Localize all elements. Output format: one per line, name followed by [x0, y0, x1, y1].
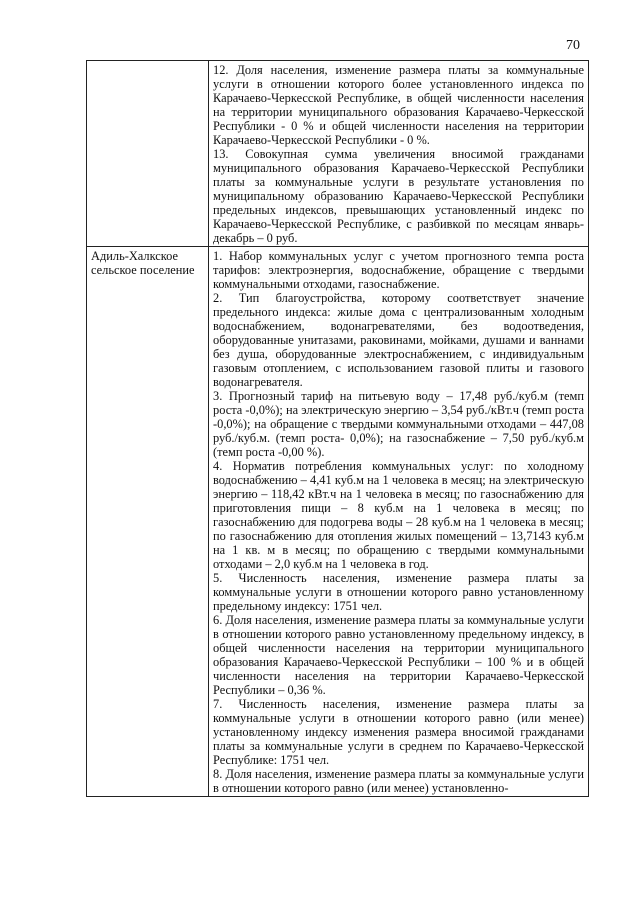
paragraph: 4. Норматив потребления коммунальных услуг: по холодному водоснабжению – 4,41 куб.м на 1 человека в месяц; на электрическую энергию – 118,42 кВт.ч на 1 человека в месяц; по газоснабжению для приготовления пищи – 8 куб.м на 1 человека в месяц; по газоснабжению для подогрева воды – 28 куб.м на 1 человека в месяц; по газоснабжению для отопления жилых помещений – 13,7143 куб.м на 1 кв. м в месяц; по обращению с твердыми коммунальными отходами – 2,0 куб.м на 1 человека в год.: [213, 459, 584, 571]
parameters-cell: [209, 61, 589, 247]
index-table: [86, 60, 589, 797]
page-number: 70: [566, 38, 580, 53]
paragraph: 5. Численность населения, изменение размера платы за коммунальные услуги в отношении которого равно установленному предельному индексу: 1751 чел.: [213, 571, 584, 613]
paragraph: 13. Совокупная сумма увеличения вносимой гражданами муниципального образования Карачаево-Черкесской Республики платы за коммунальные услуги в результате установления по муниципальному образованию Карачаево-Черкесской Республики предельных индексов, превышающих установленный индекс по Карачаево-Черкесской Республике, с разбивкой по месяцам январь-декабрь – 0 руб.: [213, 147, 584, 245]
paragraph: 1. Набор коммунальных услуг с учетом прогнозного темпа роста тарифов: электроэнергия, водоснабжение, обращение с твердыми коммунальными отходами, газоснабжение.: [213, 249, 584, 291]
paragraph: 12. Доля населения, изменение размера платы за коммунальные услуги в отношении которого более установленного индекса по Карачаево-Черкесской Республике, в общей численности населения на территории муниципального образования Карачаево-Черкесской Республики - 0 % и общей численности населения на территории Карачаево-Черкесской Республики - 0 %.: [213, 63, 584, 147]
municipality-name: Адиль-Халкское сельское поселение: [91, 249, 195, 277]
paragraph: 6. Доля населения, изменение размера платы за коммунальные услуги в отношении которого равно установленному предельному индексу, в общей численности населения на территории муниципального образования Карачаево-Черкесской Республики – 100 % и в общей численности населения на территории Карачаево-Черкесской Республики – 0,36 %.: [213, 613, 584, 697]
paragraph: 2. Тип благоустройства, которому соответствует значение предельного индекса: жилые дома с централизованным холодным водоснабжением, водонагревателями, без водоотведения, оборудованные унитазами, раковинами, мойками, душами и ваннами без душа, оборудованные электроснабжением, с индивидуальным газовым отоплением, с использованием газовой плиты и газового водонагревателя.: [213, 291, 584, 389]
paragraph: 8. Доля населения, изменение размера платы за коммунальные услуги в отношении которого равно (или менее) установленно-: [213, 767, 584, 795]
municipality-cell: [87, 61, 209, 247]
paragraph: 7. Численность населения, изменение размера платы за коммунальные услуги в отношении которого равно (или менее) установленному индексу изменения размера вносимой гражданами платы за коммунальные услуги в среднем по Карачаево-Черкесской Республике: 1751 чел.: [213, 697, 584, 767]
municipality-cell: [87, 247, 209, 797]
paragraph: 3. Прогнозный тариф на питьевую воду – 17,48 руб./куб.м (темп роста -0,0%); на электрическую энергию – 3,54 руб./кВт.ч (темп роста -0,0%); на обращение с твердыми коммунальными отходами – 447,08 руб./куб.м. (темп роста- 0,0%); на газоснабжение – 7,50 руб./куб.м (темп роста -0,00 %).: [213, 389, 584, 459]
table-row: [87, 247, 589, 797]
table-row: [87, 61, 589, 247]
parameters-cell: [209, 247, 589, 797]
